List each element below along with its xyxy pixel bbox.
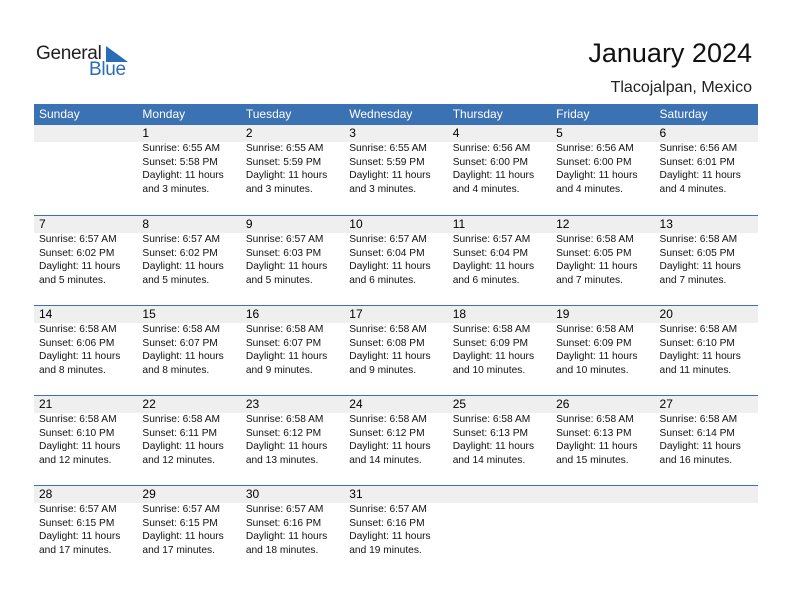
- day-number: 12: [556, 217, 570, 231]
- sunset-text: Sunset: 6:15 PM: [39, 517, 115, 529]
- day-cell: [448, 142, 551, 196]
- day-number: [551, 486, 654, 503]
- daylight-text: Daylight: 11 hours: [245, 531, 328, 542]
- sunset-text: Sunset: 6:13 PM: [556, 427, 632, 439]
- daylight-text: Daylight: 11 hours: [349, 261, 431, 272]
- daylight-text: Daylight: 11 hours: [39, 351, 121, 362]
- day-number-row: [34, 125, 758, 142]
- day-info-row: [34, 323, 758, 377]
- day-number: 21: [39, 397, 53, 411]
- day-number: 14: [39, 307, 53, 321]
- sunset-text: Sunset: 6:05 PM: [659, 247, 735, 259]
- daylight-text: and 5 minutes.: [142, 274, 210, 286]
- weekday-header-monday: Monday: [142, 107, 186, 121]
- day-info-row: [34, 503, 758, 557]
- day-cell: [448, 503, 551, 557]
- day-number-row: [34, 396, 758, 413]
- daylight-text: Daylight: 11 hours: [452, 170, 535, 181]
- daylight-text: Daylight: 11 hours: [349, 441, 431, 452]
- sunset-text: Sunset: 6:15 PM: [142, 517, 218, 529]
- daylight-text: Daylight: 11 hours: [142, 441, 224, 452]
- day-number: 19: [556, 307, 570, 321]
- day-cell: [551, 233, 654, 287]
- daylight-text: Daylight: 11 hours: [245, 441, 328, 452]
- sunset-text: Sunset: 6:06 PM: [39, 337, 115, 349]
- sunrise-text: Sunrise: 6:58 AM: [659, 414, 738, 425]
- sunrise-text: Sunrise: 6:57 AM: [349, 504, 427, 515]
- daylight-text: and 13 minutes.: [245, 454, 319, 466]
- day-cell: [241, 503, 344, 557]
- day-number: 5: [556, 126, 563, 140]
- sunrise-text: Sunrise: 6:58 AM: [556, 234, 634, 245]
- sunrise-text: Sunrise: 6:56 AM: [556, 143, 634, 154]
- weekday-header-tuesday: Tuesday: [245, 107, 292, 121]
- day-number: [448, 486, 551, 503]
- daylight-text: Daylight: 11 hours: [349, 531, 431, 542]
- sunrise-text: Sunrise: 6:58 AM: [142, 414, 221, 425]
- day-number: 9: [245, 217, 253, 231]
- day-number-row: [34, 306, 758, 323]
- day-cell: [344, 503, 447, 557]
- daylight-text: and 4 minutes.: [556, 183, 623, 195]
- daylight-text: Daylight: 11 hours: [659, 170, 741, 181]
- daylight-text: and 18 minutes.: [245, 544, 319, 556]
- sunset-text: Sunset: 6:02 PM: [39, 247, 115, 259]
- day-cell: [137, 142, 240, 196]
- daylight-text: Daylight: 11 hours: [659, 351, 741, 362]
- day-cell: [34, 323, 137, 377]
- day-cell: [655, 323, 758, 377]
- day-cell: [34, 503, 137, 557]
- sunset-text: Sunset: 6:03 PM: [245, 247, 322, 259]
- weekday-header-saturday: Saturday: [659, 107, 708, 121]
- sunset-text: Sunset: 6:09 PM: [556, 337, 632, 349]
- day-number: 26: [556, 397, 570, 411]
- day-cell: [448, 323, 551, 377]
- day-number: 22: [142, 397, 156, 411]
- day-number: 15: [142, 307, 156, 321]
- daylight-text: and 5 minutes.: [39, 274, 106, 286]
- day-cell: [344, 233, 447, 287]
- day-cell: [448, 233, 551, 287]
- sunrise-text: Sunrise: 6:58 AM: [452, 324, 531, 335]
- day-number: 25: [452, 397, 467, 411]
- daylight-text: and 9 minutes.: [349, 364, 417, 376]
- daylight-text: Daylight: 11 hours: [39, 261, 121, 272]
- day-number: 31: [349, 487, 363, 501]
- day-cell: [655, 413, 758, 467]
- week-row: [34, 215, 758, 305]
- sunset-text: Sunset: 6:00 PM: [556, 156, 632, 168]
- daylight-text: Daylight: 11 hours: [452, 441, 535, 452]
- day-number: 23: [245, 397, 260, 411]
- daylight-text: and 17 minutes.: [39, 544, 112, 556]
- sunset-text: Sunset: 6:16 PM: [349, 517, 425, 529]
- day-cell: [137, 233, 240, 287]
- calendar-grid: [34, 104, 758, 575]
- sunrise-text: Sunrise: 6:55 AM: [245, 143, 324, 154]
- day-number-row: [34, 216, 758, 233]
- daylight-text: and 10 minutes.: [556, 364, 629, 376]
- day-cell: [241, 323, 344, 377]
- daylight-text: Daylight: 11 hours: [142, 351, 224, 362]
- day-cell: [655, 503, 758, 557]
- daylight-text: Daylight: 11 hours: [556, 441, 638, 452]
- week-row: [34, 125, 758, 215]
- daylight-text: Daylight: 11 hours: [39, 531, 121, 542]
- sunrise-text: Sunrise: 6:56 AM: [452, 143, 531, 154]
- page-title: January 2024: [588, 38, 752, 68]
- day-number: 28: [39, 487, 53, 501]
- daylight-text: and 7 minutes.: [659, 274, 727, 286]
- day-cell: [137, 323, 240, 377]
- day-number: 20: [659, 307, 673, 321]
- generalblue-logo: [36, 40, 136, 80]
- sunset-text: Sunset: 6:13 PM: [452, 427, 529, 439]
- calendar-weeks: [34, 125, 758, 575]
- daylight-text: Daylight: 11 hours: [659, 261, 741, 272]
- daylight-text: Daylight: 11 hours: [556, 261, 638, 272]
- weekday-header-wednesday: Wednesday: [349, 107, 413, 121]
- daylight-text: and 12 minutes.: [142, 454, 215, 466]
- day-cell: [34, 413, 137, 467]
- daylight-text: Daylight: 11 hours: [245, 170, 328, 181]
- day-number: 11: [452, 217, 466, 231]
- daylight-text: and 19 minutes.: [349, 544, 422, 556]
- day-number: 24: [349, 397, 363, 411]
- daylight-text: and 3 minutes.: [349, 183, 417, 195]
- week-row: [34, 485, 758, 575]
- day-number: 2: [245, 126, 253, 140]
- day-number: 8: [142, 217, 150, 231]
- sunset-text: Sunset: 6:16 PM: [245, 517, 322, 529]
- day-cell: [655, 142, 758, 196]
- daylight-text: Daylight: 11 hours: [39, 441, 121, 452]
- daylight-text: and 8 minutes.: [39, 364, 106, 376]
- daylight-text: Daylight: 11 hours: [556, 170, 638, 181]
- sunrise-text: Sunrise: 6:58 AM: [39, 414, 117, 425]
- sunrise-text: Sunrise: 6:58 AM: [142, 324, 221, 335]
- day-cell: [137, 413, 240, 467]
- day-cell: [137, 503, 240, 557]
- sunset-text: Sunset: 6:07 PM: [142, 337, 218, 349]
- sunrise-text: Sunrise: 6:58 AM: [349, 324, 427, 335]
- logo-word-blue: Blue: [89, 59, 126, 80]
- sunrise-text: Sunrise: 6:55 AM: [349, 143, 427, 154]
- sunrise-text: Sunrise: 6:58 AM: [39, 324, 117, 335]
- day-number: 4: [452, 126, 460, 140]
- day-cell: [551, 413, 654, 467]
- day-number: [34, 125, 137, 142]
- daylight-text: and 3 minutes.: [142, 183, 210, 195]
- day-cell: [551, 323, 654, 377]
- daylight-text: and 8 minutes.: [142, 364, 210, 376]
- daylight-text: Daylight: 11 hours: [142, 261, 224, 272]
- daylight-text: and 5 minutes.: [245, 274, 313, 286]
- day-number: 13: [659, 217, 673, 231]
- daylight-text: and 6 minutes.: [452, 274, 520, 286]
- day-number: 3: [349, 126, 356, 140]
- daylight-text: Daylight: 11 hours: [556, 351, 638, 362]
- sunset-text: Sunset: 6:07 PM: [245, 337, 322, 349]
- sunrise-text: Sunrise: 6:57 AM: [452, 234, 531, 245]
- week-row: [34, 395, 758, 485]
- daylight-text: and 9 minutes.: [245, 364, 313, 376]
- day-info-row: [34, 142, 758, 196]
- day-number: 7: [39, 217, 46, 231]
- sunrise-text: Sunrise: 6:58 AM: [556, 324, 634, 335]
- sunrise-text: Sunrise: 6:58 AM: [659, 234, 738, 245]
- sunrise-text: Sunrise: 6:58 AM: [556, 414, 634, 425]
- daylight-text: Daylight: 11 hours: [659, 441, 741, 452]
- day-cell: [344, 142, 447, 196]
- sunrise-text: Sunrise: 6:55 AM: [142, 143, 221, 154]
- sunrise-text: Sunrise: 6:58 AM: [245, 324, 324, 335]
- day-cell: [241, 233, 344, 287]
- sunset-text: Sunset: 6:12 PM: [245, 427, 322, 439]
- sunset-text: Sunset: 6:08 PM: [349, 337, 425, 349]
- daylight-text: and 14 minutes.: [349, 454, 422, 466]
- logo-word-general: General: [36, 43, 102, 64]
- daylight-text: Daylight: 11 hours: [452, 351, 535, 362]
- sunrise-text: Sunrise: 6:58 AM: [349, 414, 427, 425]
- daylight-text: and 3 minutes.: [245, 183, 313, 195]
- day-number-row: [34, 486, 758, 503]
- sunset-text: Sunset: 6:04 PM: [349, 247, 425, 259]
- sunrise-text: Sunrise: 6:57 AM: [349, 234, 427, 245]
- sunset-text: Sunset: 6:11 PM: [142, 427, 217, 439]
- day-number: 30: [245, 487, 260, 501]
- day-number: 27: [659, 397, 673, 411]
- sunrise-text: Sunrise: 6:57 AM: [142, 504, 221, 515]
- sunrise-text: Sunrise: 6:56 AM: [659, 143, 738, 154]
- sunset-text: Sunset: 6:14 PM: [659, 427, 735, 439]
- sunset-text: Sunset: 6:09 PM: [452, 337, 529, 349]
- daylight-text: and 15 minutes.: [556, 454, 629, 466]
- day-number: 18: [452, 307, 467, 321]
- daylight-text: Daylight: 11 hours: [245, 261, 328, 272]
- sunset-text: Sunset: 6:10 PM: [659, 337, 735, 349]
- sunset-text: Sunset: 5:59 PM: [349, 156, 425, 168]
- day-number: 6: [659, 126, 667, 140]
- day-number: [655, 486, 758, 503]
- daylight-text: and 17 minutes.: [142, 544, 215, 556]
- day-cell: [344, 323, 447, 377]
- daylight-text: and 12 minutes.: [39, 454, 112, 466]
- sunset-text: Sunset: 6:04 PM: [452, 247, 529, 259]
- daylight-text: Daylight: 11 hours: [245, 351, 328, 362]
- day-cell: [344, 413, 447, 467]
- day-cell: [448, 413, 551, 467]
- day-cell: [34, 233, 137, 287]
- sunset-text: Sunset: 5:58 PM: [142, 156, 218, 168]
- sunrise-text: Sunrise: 6:58 AM: [452, 414, 531, 425]
- day-info-row: [34, 233, 758, 287]
- weekday-header-friday: Friday: [556, 107, 590, 121]
- day-number: 10: [349, 217, 363, 231]
- weekday-header-row: [34, 104, 758, 125]
- daylight-text: Daylight: 11 hours: [142, 170, 224, 181]
- day-cell: [551, 142, 654, 196]
- sunrise-text: Sunrise: 6:57 AM: [142, 234, 221, 245]
- week-row: [34, 305, 758, 395]
- daylight-text: and 10 minutes.: [452, 364, 526, 376]
- weekday-header-thursday: Thursday: [452, 107, 503, 121]
- sunrise-text: Sunrise: 6:57 AM: [245, 504, 324, 515]
- daylight-text: and 14 minutes.: [452, 454, 526, 466]
- day-cell: [34, 142, 137, 196]
- day-number: 29: [142, 487, 156, 501]
- sunrise-text: Sunrise: 6:58 AM: [659, 324, 738, 335]
- sunrise-text: Sunrise: 6:57 AM: [39, 234, 117, 245]
- sunset-text: Sunset: 5:59 PM: [245, 156, 322, 168]
- location-label: Tlacojalpan, Mexico: [610, 79, 752, 96]
- sunset-text: Sunset: 6:12 PM: [349, 427, 425, 439]
- daylight-text: Daylight: 11 hours: [452, 261, 535, 272]
- daylight-text: and 4 minutes.: [659, 183, 727, 195]
- day-cell: [241, 142, 344, 196]
- daylight-text: Daylight: 11 hours: [142, 531, 224, 542]
- daylight-text: and 11 minutes.: [659, 364, 732, 376]
- daylight-text: Daylight: 11 hours: [349, 351, 431, 362]
- weekday-header-sunday: Sunday: [39, 107, 80, 121]
- day-cell: [551, 503, 654, 557]
- sunrise-text: Sunrise: 6:57 AM: [39, 504, 117, 515]
- daylight-text: and 7 minutes.: [556, 274, 623, 286]
- sunset-text: Sunset: 6:00 PM: [452, 156, 529, 168]
- sunset-text: Sunset: 6:05 PM: [556, 247, 632, 259]
- day-number: 17: [349, 307, 363, 321]
- day-info-row: [34, 413, 758, 467]
- sunset-text: Sunset: 6:01 PM: [659, 156, 735, 168]
- sunset-text: Sunset: 6:10 PM: [39, 427, 115, 439]
- sunrise-text: Sunrise: 6:58 AM: [245, 414, 324, 425]
- sunrise-text: Sunrise: 6:57 AM: [245, 234, 324, 245]
- sunset-text: Sunset: 6:02 PM: [142, 247, 218, 259]
- day-cell: [241, 413, 344, 467]
- daylight-text: and 16 minutes.: [659, 454, 733, 466]
- day-cell: [655, 233, 758, 287]
- day-number: 1: [142, 126, 150, 140]
- daylight-text: and 6 minutes.: [349, 274, 417, 286]
- daylight-text: Daylight: 11 hours: [349, 170, 431, 181]
- daylight-text: and 4 minutes.: [452, 183, 520, 195]
- day-number: 16: [245, 307, 260, 321]
